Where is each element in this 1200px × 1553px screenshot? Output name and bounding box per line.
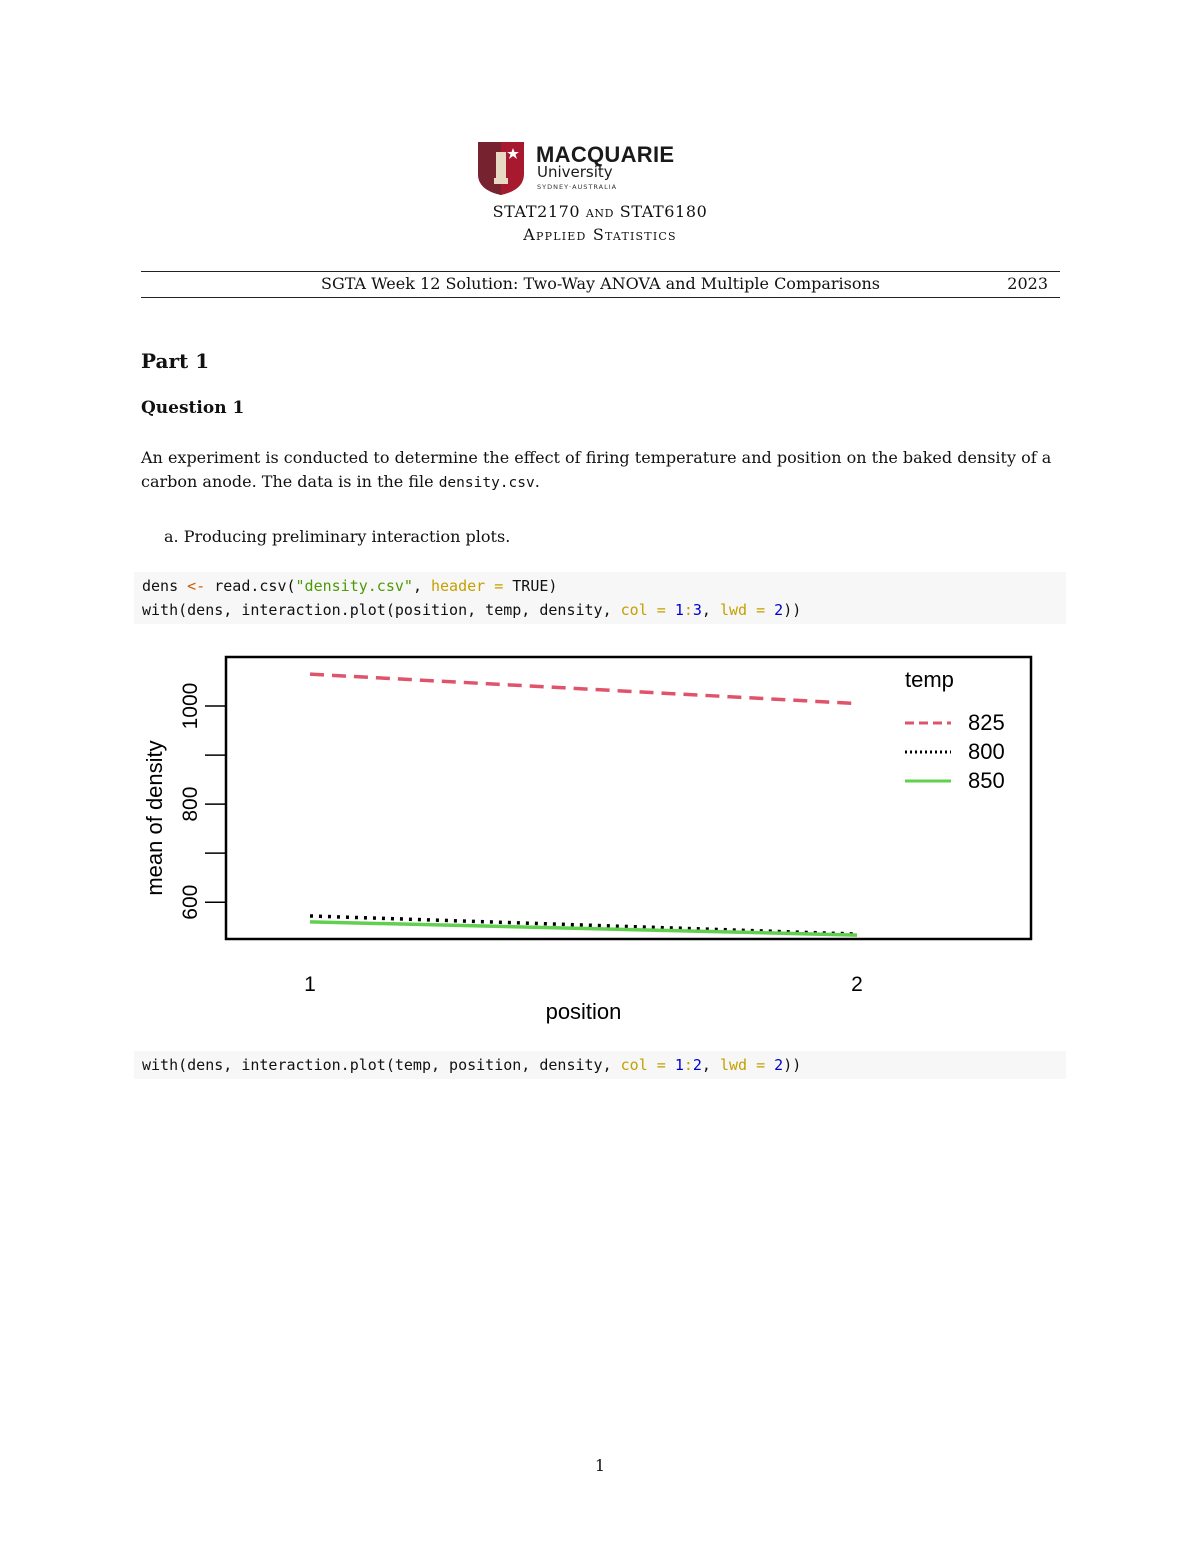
header-rule-top: [141, 271, 1060, 272]
interaction-plot: [140, 640, 1050, 1030]
code-line-3: with(dens, interaction.plot(temp, position, density, col = 1:2, lwd = 2)): [142, 1056, 802, 1074]
x-axis-label: position: [545, 999, 622, 1024]
legend-title: temp: [905, 667, 954, 692]
intro-paragraph: [141, 446, 1066, 495]
logo-subtitle: University: [537, 163, 613, 181]
sgta-title: SGTA Week 12 Solution: Two-Way ANOVA and Multiple Comparisons: [320, 274, 881, 293]
x-tick-label: 1: [304, 973, 316, 996]
legend-label: 800: [968, 739, 1005, 764]
series-line-825: [310, 674, 857, 703]
code-line-2: with(dens, interaction.plot(position, temp, density, col = 1:3, lwd = 2)): [142, 601, 802, 619]
logo-name: MACQUARIE: [536, 142, 675, 167]
macquarie-logo: [476, 140, 676, 196]
header-year: 2023: [1007, 274, 1048, 293]
course-code-text: STAT2170 and STAT6180: [492, 202, 708, 221]
university-crest-icon: [476, 140, 526, 196]
code-block-2: [134, 1051, 1066, 1079]
intro-text-end: .: [534, 472, 540, 491]
intro-text: An experiment is conducted to determine the effect of firing temperature and position on the baked density of a carbon anode. The data is in the file: [141, 448, 1052, 491]
page-number: 1: [594, 1456, 606, 1475]
logo-tagline: SYDNEY·AUSTRALIA: [537, 183, 618, 191]
intro-filename: density.csv: [438, 475, 535, 491]
legend-label: 850: [968, 768, 1005, 793]
x-tick-label: 2: [851, 973, 863, 996]
course-code: [0, 202, 1200, 221]
code-block-1: [134, 572, 1066, 624]
series-lines: [310, 674, 857, 935]
y-axis-label: mean of density: [142, 740, 167, 896]
question-heading: Question 1: [141, 398, 245, 418]
plot-frame: [226, 657, 1031, 939]
course-title: [0, 225, 1200, 244]
legend-label: 825: [968, 710, 1005, 735]
legend: [905, 667, 1005, 793]
y-tick-label: 1000: [179, 682, 202, 730]
x-axis: [304, 973, 863, 996]
item-a: a. Producing preliminary interaction plots.: [164, 527, 511, 546]
header-rule-bottom: [141, 297, 1060, 298]
part-heading: Part 1: [141, 349, 210, 373]
y-tick-label: 800: [179, 786, 202, 822]
code-line-1: dens <- read.csv("density.csv", header = TRUE): [142, 577, 558, 595]
series-line-850: [310, 922, 857, 935]
y-tick-label: 600: [179, 884, 202, 920]
y-axis: [179, 683, 226, 920]
course-title-text: Applied Statistics: [523, 225, 677, 244]
